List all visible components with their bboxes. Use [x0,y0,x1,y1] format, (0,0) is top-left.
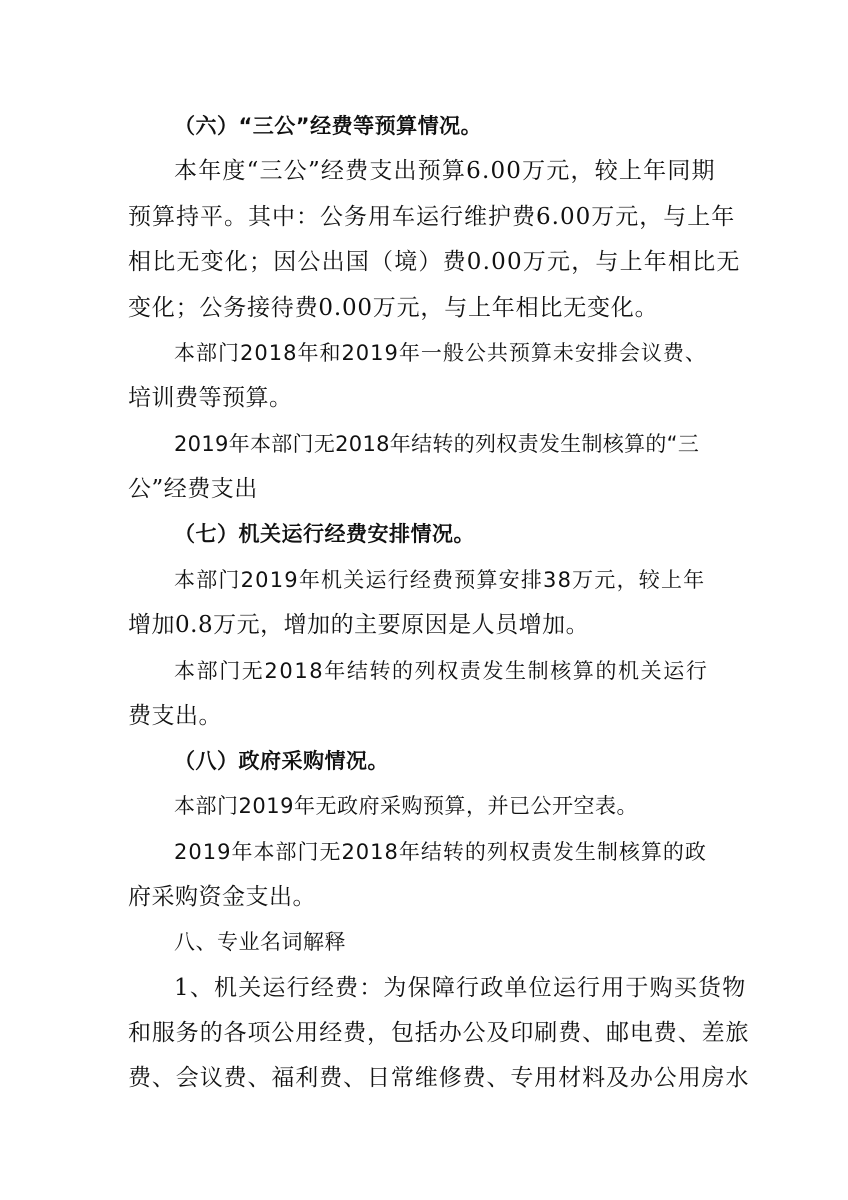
paragraph-line: 本年度“三公”经费支出预算6.00万元，较上年同期 [174,158,716,184]
paragraph-line: 1、机关运行经费：为保障行政单位运行用于购买货物 [174,975,747,1001]
paragraph-line: 本部门2019年机关运行经费预算安排38万元，较上年 [174,568,706,592]
paragraph-line: 本部门无2018年结转的列权责发生制核算的机关运行 [174,659,709,683]
chapter-heading: 八、专业名词解释 [174,930,346,954]
paragraph-line: 预算持平。其中：公务用车运行维护费6.00万元，与上年 [128,204,736,230]
paragraph-line: 变化；公务接待费0.00万元，与上年相比无变化。 [128,295,659,321]
paragraph-line: 本部门2019年无政府采购预算，并已公开空表。 [174,794,638,818]
paragraph-line: 府采购资金支出。 [128,884,316,910]
paragraph-line: 相比无变化；因公出国（境）费0.00万元，与上年相比无 [128,249,741,275]
paragraph-line: 费支出。 [128,703,222,729]
paragraph-line: 费、会议费、福利费、日常维修费、专用材料及办公用房水 [128,1065,750,1091]
section-heading-six: （六）“三公”经费等预算情况。 [174,114,483,138]
paragraph-line: 2019年本部门无2018年结转的列权责发生制核算的“三 [174,432,700,456]
section-heading-seven: （七）机关运行经费安排情况。 [174,522,475,546]
paragraph-line: 培训费等预算。 [128,385,293,411]
paragraph-line: 本部门2018年和2019年一般公共预算未安排会议费、 [174,341,707,365]
paragraph-line: 2019年本部门无2018年结转的列权责发生制核算的政 [174,840,707,864]
paragraph-line: 公”经费支出 [128,476,258,502]
paragraph-line: 和服务的各项公用经费，包括办公及印刷费、邮电费、差旅 [128,1020,750,1046]
section-heading-eight: （八）政府采购情况。 [174,749,389,773]
paragraph-line: 增加0.8万元，增加的主要原因是人员增加。 [128,612,590,638]
